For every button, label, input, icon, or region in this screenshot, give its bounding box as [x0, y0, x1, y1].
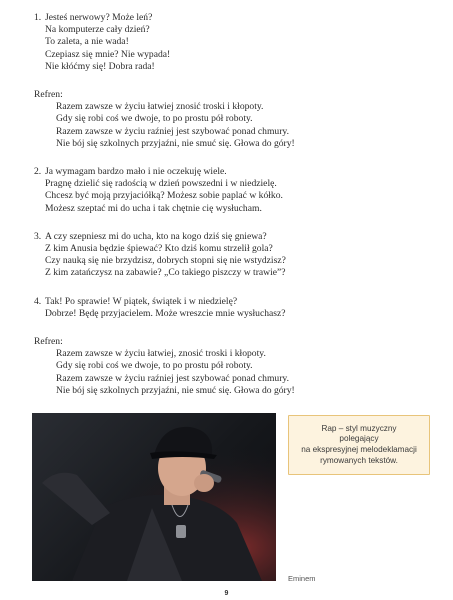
stanza-4 — [34, 296, 434, 320]
lyric-line: Z kim Anusia będzie śpiewać? Kto dziś komu strzelił gola? — [45, 243, 273, 255]
definition-box — [288, 415, 430, 475]
lyric-line: Tak! Po sprawie! W piątek, świątek i w niedzielę? — [45, 295, 238, 307]
refrain-line: Nie bój się szkolnych przyjaźni, nie smuć się. Głowa do góry! — [56, 384, 295, 396]
lyric-line: To zaleta, a nie wada! — [45, 36, 129, 48]
photo-caption: Eminem — [288, 574, 316, 583]
refrain-label: Refren: — [34, 336, 63, 348]
lyric-line: Na komputerze cały dzień? — [45, 24, 150, 36]
stanza-number: 1. — [34, 12, 42, 23]
refrain-line: Razem zawsze w życiu raźniej jest szybować ponad chmury. — [56, 125, 289, 137]
stanza-number: 2. — [34, 166, 42, 178]
stanza-1 — [34, 12, 434, 73]
lyric-line: Czy nauką się nie brzydzisz, dobrych stopni się nie wstydzisz? — [45, 255, 286, 267]
song-lyrics — [34, 12, 434, 397]
stanza-3 — [34, 231, 434, 280]
stanza-number: 3. — [34, 230, 42, 242]
lyric-line: Jesteś nerwowy? Może leń? — [45, 12, 153, 23]
refrain-line: Razem zawsze w życiu łatwiej znosić troski i kłopoty. — [56, 101, 264, 113]
performer-photo — [32, 413, 276, 581]
stanza-2 — [34, 166, 434, 215]
lyric-line: Nie kłóćmy się! Dobra rada! — [45, 60, 155, 72]
lyric-line: Możesz szeptać mi do ucha i tak chętnie cię wysłucham. — [45, 202, 262, 214]
definition-line: na ekspresyjnej melodeklamacji — [301, 445, 417, 454]
lyric-line: Pragnę dzielić się radością w dzień powszedni i w niedzielę. — [45, 178, 277, 190]
refrain-2 — [34, 348, 434, 397]
refrain-line: Razem zawsze w życiu łatwiej, znosić troski i kłopoty. — [56, 348, 266, 360]
refrain-line: Nie bój się szkolnych przyjaźni, nie smuć się. Głowa do góry! — [56, 137, 295, 149]
stanza-number: 4. — [34, 295, 42, 307]
refrain-label: Refren: — [34, 89, 63, 101]
refrain-1 — [34, 101, 434, 150]
definition-line: Rap – styl muzyczny — [321, 423, 397, 433]
lyric-line: Z kim zatańczysz na zabawie? „Co takiego piszczy w trawie”? — [45, 267, 286, 279]
definition-line: polegający — [339, 434, 379, 444]
lyric-line: A czy szepniesz mi do ucha, kto na kogo dziś się gniewa? — [45, 230, 267, 242]
refrain-line: Gdy się robi coś we dwoje, to po prostu pół roboty. — [56, 113, 253, 125]
lyric-line: Dobrze! Będę przyjacielem. Może wreszcie mnie wysłuchasz? — [45, 307, 286, 319]
lyric-line: Ja wymagam bardzo mało i nie oczekuję wiele. — [45, 166, 227, 178]
performer-illustration — [32, 413, 276, 581]
page-number: 9 — [224, 590, 229, 597]
lyric-line: Chcesz być moją przyjaciółką? Możesz sobie paplać w kółko. — [45, 190, 283, 202]
lyric-line: Czepiasz się mnie? Nie wypada! — [45, 48, 171, 60]
definition-line: rymowanych tekstów. — [320, 455, 398, 465]
refrain-line: Gdy się robi coś we dwoje, to po prostu pół roboty. — [56, 360, 253, 372]
refrain-line: Razem zawsze w życiu raźniej jest szybować ponad chmury. — [56, 372, 289, 384]
